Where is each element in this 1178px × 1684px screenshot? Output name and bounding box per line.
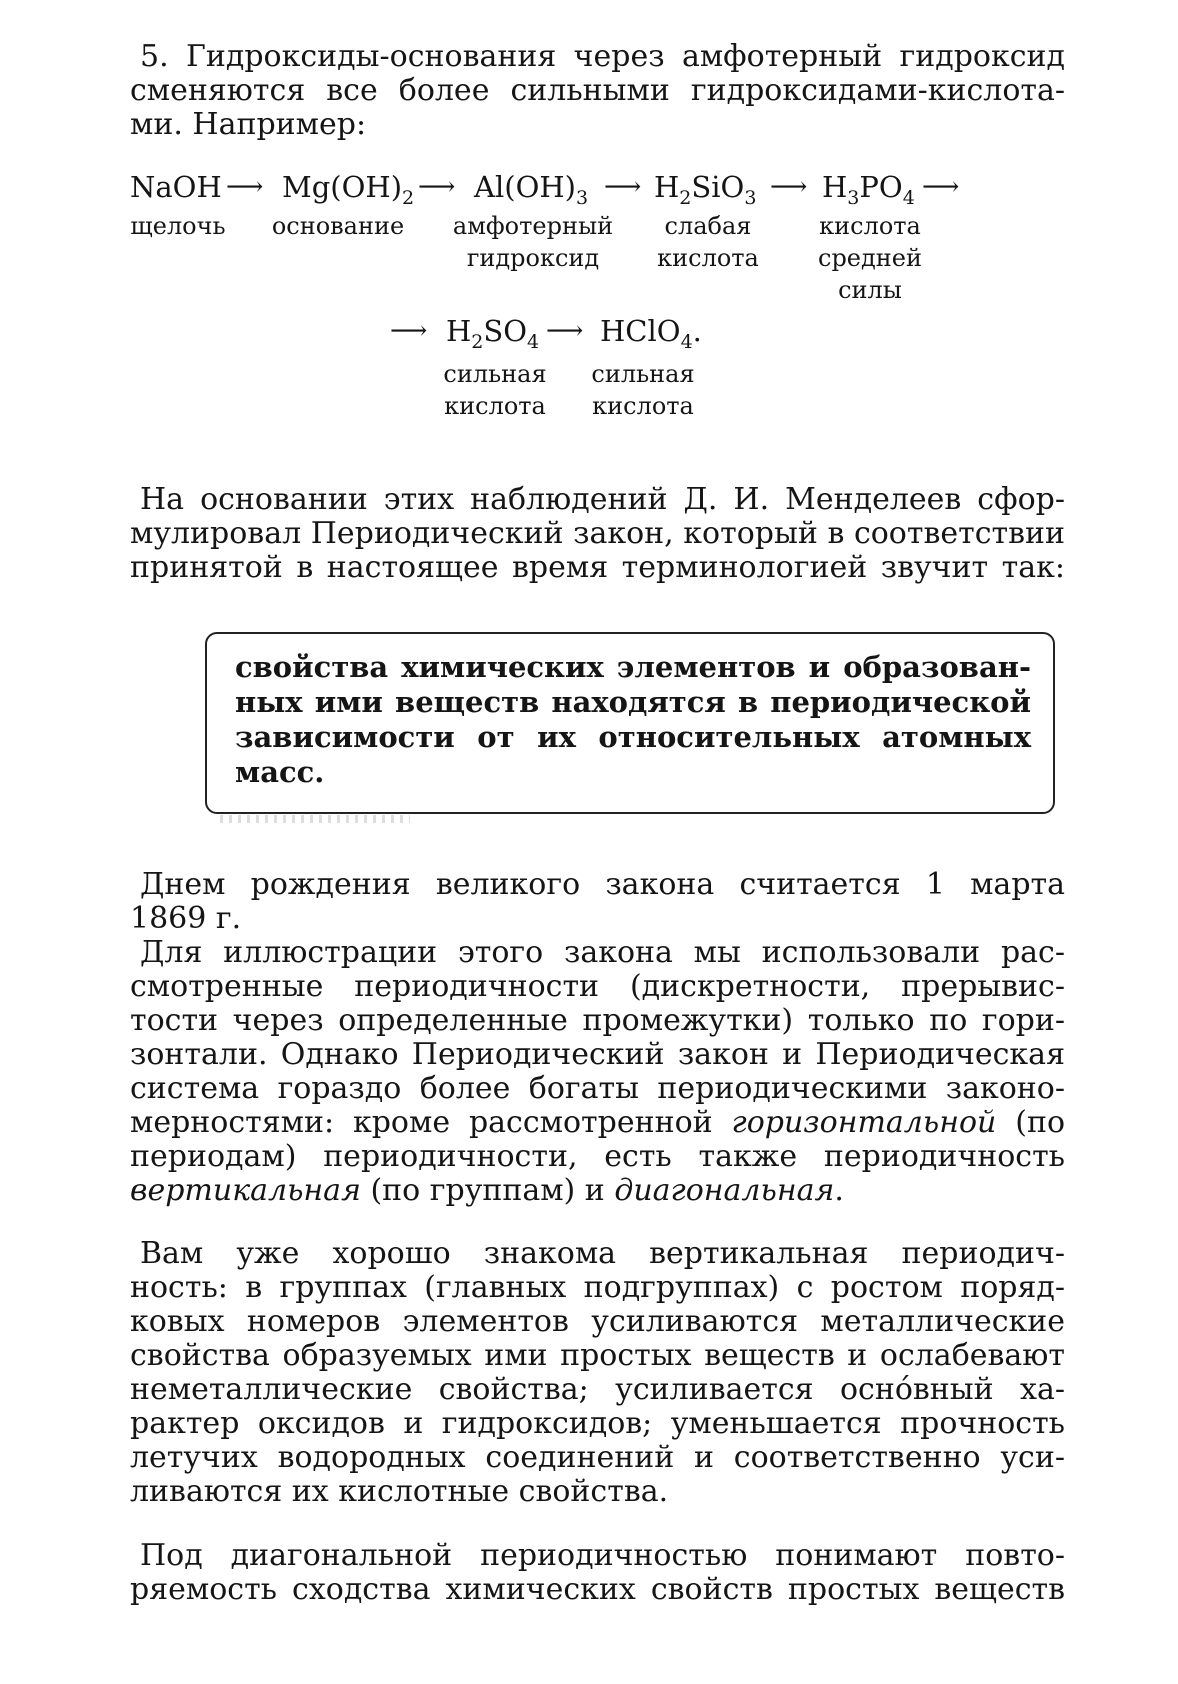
text-line: Для иллюстрации этого закона мы использовали рас- (140, 935, 1065, 970)
text-line: Днем рождения великого закона считается 1 марта (140, 867, 1065, 902)
formula-h3po4: $H_3PO_4$ (822, 170, 915, 209)
reaction-arrow: ⟶ (546, 316, 584, 346)
scan-speckle (220, 815, 410, 823)
reaction-arrow: ⟶ (226, 172, 264, 202)
text-line: зонтали. Однако Периодический закон и Периодическая (130, 1037, 1065, 1072)
formula-aloh3: $Al(OH)_3$ (474, 170, 589, 209)
label-acid: кислота (819, 212, 921, 240)
paragraph-vertical-periodicity (130, 1237, 1065, 1509)
formula-h2sio3: $H_2SiO_3$ (654, 170, 757, 209)
label-medium: средней (818, 244, 922, 272)
paragraph-mendeleev (130, 483, 1065, 585)
label-acid: кислота (657, 244, 759, 272)
periodic-law-text (235, 650, 1031, 790)
label-amphoteric: амфотерный (452, 212, 614, 240)
text-line: неметаллические свойства; усиливается осно́вный ха- (130, 1372, 1065, 1407)
text-line: смотренные периодичности (дискретности, прерывис- (130, 969, 1065, 1004)
label-strong: сильная (443, 360, 547, 388)
text-line: тости через определенные промежутки) только по гори- (130, 1003, 1065, 1038)
text-line: периодам) периодичности, есть также периодичность (130, 1139, 1065, 1174)
text-line: масс. (235, 755, 325, 789)
text-line (130, 1174, 1065, 1208)
paragraph-diagonal-periodicity (130, 1539, 1065, 1607)
reaction-arrow: ⟶ (922, 172, 960, 202)
reaction-arrow: ⟶ (604, 172, 642, 202)
text-line: Под диагональной периодичностью понимают повто- (140, 1538, 1065, 1573)
formula-naoh: NaOH (130, 170, 222, 204)
text-line: ми. Например: (130, 107, 367, 142)
text-line: система гораздо более богаты периодическими законо- (130, 1071, 1065, 1106)
text-span: мерностями: кроме рассмотренной (130, 1105, 713, 1140)
formula-hclo4: HClO$_4$. (600, 314, 702, 353)
text-line: 5. Гидроксиды-основания через амфотерный гидроксид (140, 39, 1065, 74)
text-line: принятой в настоящее время терминологией звучит так: (130, 550, 1065, 585)
label-base: основание (271, 212, 405, 240)
label-strength: силы (838, 276, 902, 304)
text-line: сменяются все более сильными гидроксидами-кислота- (130, 73, 1065, 108)
label-acid: кислота (444, 392, 546, 420)
paragraph-illustration (130, 936, 1065, 1208)
text-line: Вам уже хорошо знакома вертикальная периодич- (140, 1236, 1065, 1271)
label-alkali: щелочь (130, 212, 226, 240)
text-line: мулировал Периодический закон, который в соответствии (130, 516, 1065, 551)
paragraph-birthday (130, 868, 1065, 936)
formula-mgoh2: $Mg(OH)_2$ (282, 170, 415, 209)
reaction-arrow: ⟶ (390, 316, 428, 346)
reaction-arrow: ⟶ (770, 172, 808, 202)
text-line: свойства образуемых ими простых веществ и ослабевают (130, 1338, 1065, 1373)
text-line: ковых номеров элементов усиливаются металлические (130, 1304, 1065, 1339)
text-line: 1869 г. (130, 901, 242, 936)
text-line (130, 1106, 1065, 1140)
text-line: ность: в группах (главных подгруппах) с ростом поряд- (130, 1270, 1065, 1305)
text-span: . (834, 1173, 844, 1208)
periodic-law-box (205, 632, 1055, 814)
text-line: На основании этих наблюдений Д. И. Менделеев сфор- (140, 482, 1065, 517)
paragraph-hydroxides (130, 40, 1065, 142)
text-line: зависимости от их относительных атомных (235, 720, 1031, 754)
reaction-arrow: ⟶ (418, 172, 456, 202)
text-line: летучих водородных соединений и соответственно уси- (130, 1440, 1065, 1475)
label-acid: кислота (592, 392, 694, 420)
label-weak: слабая (664, 212, 752, 240)
text-span: (по (996, 1105, 1066, 1140)
text-line: ных ими веществ находятся в периодической (235, 685, 1031, 719)
label-hydroxide: гидроксид (466, 244, 600, 272)
italic-term-diagonal: диагональная (614, 1173, 835, 1208)
italic-term-horizontal: горизонтальной (731, 1105, 997, 1140)
text-span: (по группам) и (360, 1173, 615, 1208)
formula-h2so4: $H_2SO_4$ (446, 314, 540, 353)
text-line: свойства химических элементов и образован- (235, 650, 1031, 684)
text-line: ливаются их кислотные свойства. (130, 1474, 669, 1509)
text-line: рактер оксидов и гидроксидов; уменьшается прочность (130, 1406, 1065, 1441)
italic-term-vertical: вертикальная (130, 1173, 361, 1208)
text-line: ряемость сходства химических свойств простых веществ (130, 1572, 1065, 1607)
label-strong: сильная (591, 360, 695, 388)
